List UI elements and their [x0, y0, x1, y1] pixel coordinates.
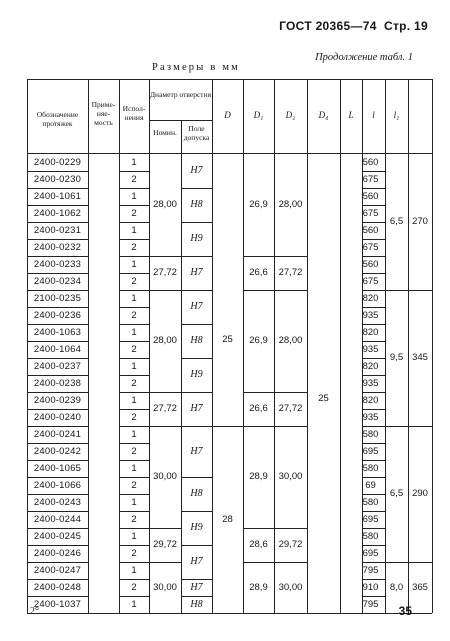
D1-value: 28,6 [249, 539, 268, 550]
nominal-diameter: 28,00 [153, 199, 177, 210]
row-rule [362, 358, 385, 359]
header-tolerance: Поле допуска [183, 124, 210, 142]
row-execution: 1 [131, 258, 137, 270]
row-rule [27, 273, 88, 274]
column-divider [307, 79, 308, 613]
l-value: 8,0 [389, 581, 404, 593]
D2-value: 30,00 [278, 471, 303, 482]
page-label: Стр. 19 [384, 19, 428, 33]
row-length-L: 675 [362, 207, 379, 219]
header-nominal: Номин. [153, 128, 177, 137]
row-rule [27, 511, 88, 512]
column-divider [88, 79, 89, 613]
row-length-L: 695 [362, 547, 379, 559]
row-length-L: 580 [362, 462, 379, 474]
header-designation: Обозначение протяжек [36, 110, 79, 128]
row-length-L: 675 [362, 275, 379, 287]
row-rule [362, 460, 385, 461]
row-execution: 2 [131, 173, 137, 185]
row-rule [27, 596, 88, 597]
row-rule [362, 511, 385, 512]
row-execution: 2 [131, 479, 137, 491]
row-designation: 2400-0244 [33, 513, 82, 525]
tolerance-field: H8 [190, 598, 203, 610]
column-divider [340, 79, 341, 613]
tolerance-field: H7 [190, 165, 203, 176]
row-length-L: 675 [362, 241, 379, 253]
row-execution: 1 [131, 292, 137, 304]
tolerance-rule [181, 222, 212, 223]
row-rule [119, 341, 149, 342]
l-rule [385, 290, 432, 291]
tolerance-rule [181, 545, 212, 546]
row-length-L: 695 [362, 445, 379, 457]
row-rule [119, 307, 149, 308]
row-length-L: 69 [365, 479, 376, 491]
D1-value: 28,9 [249, 471, 268, 482]
tolerance-rule [181, 426, 212, 427]
row-execution: 1 [131, 190, 137, 202]
D1-value: 26,9 [249, 199, 268, 210]
row-designation: 2400-0239 [33, 394, 82, 406]
header-D4: D₄ [318, 110, 329, 120]
row-rule [362, 477, 385, 478]
l-value: 9,5 [389, 352, 404, 363]
l-value: 6,5 [389, 488, 404, 499]
l1-value: 345 [412, 352, 428, 363]
tolerance-field: H8 [190, 335, 203, 346]
tolerance-rule [181, 324, 212, 325]
tolerance-field: H7 [190, 267, 203, 278]
column-divider [181, 120, 182, 613]
tolerance-field: H9 [190, 369, 203, 380]
tolerance-rule [181, 579, 212, 580]
group-rule [243, 392, 307, 393]
header-D2: D₂ [285, 110, 296, 120]
row-rule [362, 205, 385, 206]
row-rule [27, 409, 88, 410]
row-designation: 2400-1061 [33, 190, 82, 202]
row-rule [27, 171, 88, 172]
row-rule [119, 205, 149, 206]
row-rule [27, 307, 88, 308]
row-execution: 1 [131, 564, 137, 576]
row-rule [362, 307, 385, 308]
row-rule [362, 273, 385, 274]
row-rule [119, 239, 149, 240]
group-rule [243, 290, 307, 291]
row-rule [119, 596, 149, 597]
row-designation: 2400-1066 [33, 479, 82, 491]
header-D1: D₁ [253, 110, 264, 120]
row-rule [362, 171, 385, 172]
header-L: L [348, 110, 354, 120]
column-divider [212, 79, 213, 613]
row-rule [27, 239, 88, 240]
group-rule [149, 562, 181, 563]
row-rule [27, 562, 88, 563]
row-execution: 1 [131, 156, 137, 168]
D2-value: 28,00 [278, 335, 303, 346]
D1-value: 26,9 [249, 335, 268, 346]
row-designation: 2400-0241 [33, 428, 82, 440]
page-number: 35 [398, 604, 412, 618]
row-rule [362, 290, 385, 291]
row-designation: 2400-0242 [33, 445, 82, 457]
tolerance-field: H7 [190, 581, 203, 593]
row-rule [119, 324, 149, 325]
row-rule [362, 426, 385, 427]
row-designation: 2400-0245 [33, 530, 82, 542]
row-rule [362, 443, 385, 444]
header-hole-diameter: Диаметр отверстия [149, 90, 212, 99]
tolerance-rule [181, 477, 212, 478]
row-designation: 2400-1065 [33, 462, 82, 474]
row-rule [27, 392, 88, 393]
row-rule [119, 426, 149, 427]
row-length-L: 695 [362, 513, 379, 525]
row-designation: 2400-0232 [33, 241, 82, 253]
group-rule [243, 613, 307, 614]
row-rule [27, 205, 88, 206]
tolerance-field: H8 [190, 199, 203, 210]
row-rule [119, 579, 149, 580]
nominal-diameter: 30,00 [153, 471, 177, 482]
header-D: D [224, 110, 231, 120]
row-rule [119, 562, 149, 563]
row-designation: 2400-0229 [33, 156, 82, 168]
row-rule [119, 188, 149, 189]
group-rule [243, 528, 307, 529]
row-designation: 2400-0246 [33, 547, 82, 559]
row-execution: 2 [131, 309, 137, 321]
row-length-L: 820 [362, 292, 379, 304]
row-execution: 2 [131, 207, 137, 219]
tolerance-rule [181, 392, 212, 393]
row-designation: 2400-0248 [33, 581, 82, 593]
row-designation: 2400-1064 [33, 343, 82, 355]
row-designation: 2400-0240 [33, 411, 82, 423]
row-rule [27, 528, 88, 529]
row-execution: 2 [131, 343, 137, 355]
row-designation: 2400-0237 [33, 360, 82, 372]
row-rule [362, 392, 385, 393]
tolerance-field: H9 [190, 233, 203, 244]
row-rule [27, 324, 88, 325]
row-length-L: 560 [362, 156, 379, 168]
tolerance-rule [181, 613, 212, 614]
row-rule [362, 375, 385, 376]
tolerance-rule [181, 511, 212, 512]
row-execution: 1 [131, 598, 137, 610]
row-rule [27, 341, 88, 342]
row-rule [362, 613, 385, 614]
D2-value: 28,00 [278, 199, 303, 210]
column-divider [385, 79, 386, 613]
group-rule [149, 256, 181, 257]
row-rule [27, 256, 88, 257]
row-rule [27, 545, 88, 546]
row-rule [27, 358, 88, 359]
row-execution: 1 [131, 496, 137, 508]
row-length-L: 795 [362, 598, 379, 610]
tolerance-rule [181, 188, 212, 189]
row-designation: 2400-0230 [33, 173, 82, 185]
sizes-title: Размеры в мм [152, 62, 241, 73]
continuation-caption: Продолжение табл. 1 [315, 52, 413, 63]
row-designation: 2400-0234 [33, 275, 82, 287]
group-rule [149, 290, 181, 291]
row-rule [119, 528, 149, 529]
row-length-L: 820 [362, 394, 379, 406]
row-rule [27, 290, 88, 291]
l-rule [385, 562, 432, 563]
row-rule [27, 443, 88, 444]
row-rule [119, 256, 149, 257]
row-designation: 2400-0247 [33, 564, 82, 576]
header-applicability: Приме-няе-мость [91, 100, 116, 127]
row-rule [119, 460, 149, 461]
tolerance-rule [181, 256, 212, 257]
group-rule [243, 426, 307, 427]
row-rule [362, 528, 385, 529]
column-divider [432, 79, 433, 613]
row-length-L: 935 [362, 411, 379, 423]
l-value: 6,5 [389, 216, 404, 227]
footer-mark: 2° [30, 606, 39, 617]
row-rule [119, 273, 149, 274]
nominal-diameter: 30,00 [153, 581, 177, 593]
row-execution: 1 [131, 224, 137, 236]
row-length-L: 820 [362, 360, 379, 372]
row-rule [119, 443, 149, 444]
nominal-diameter: 27,72 [153, 403, 177, 414]
nominal-diameter: 27,72 [153, 267, 177, 278]
row-designation: 2400-0231 [33, 224, 82, 236]
row-rule [27, 222, 88, 223]
row-execution: 2 [131, 445, 137, 457]
row-rule [362, 256, 385, 257]
group-rule [149, 426, 181, 427]
l1-value: 270 [412, 216, 428, 227]
row-rule [362, 239, 385, 240]
tolerance-rule [181, 290, 212, 291]
D4-value: 25 [318, 392, 329, 404]
row-length-L: 935 [362, 309, 379, 321]
group-rule [149, 392, 181, 393]
column-divider [149, 79, 150, 613]
row-length-L: 580 [362, 428, 379, 440]
row-execution: 2 [131, 513, 137, 525]
row-rule [119, 494, 149, 495]
row-length-L: 675 [362, 173, 379, 185]
group-rule [149, 613, 181, 614]
tolerance-rule [181, 596, 212, 597]
row-rule [119, 409, 149, 410]
row-designation: 2400-0243 [33, 496, 82, 508]
row-designation: 2400-1037 [33, 598, 82, 610]
row-rule [119, 222, 149, 223]
D1-value: 26,6 [249, 403, 268, 414]
row-execution: 1 [131, 360, 137, 372]
row-rule [362, 222, 385, 223]
D-value: 25 [222, 334, 233, 345]
l1-value: 365 [412, 581, 428, 593]
group-rule [243, 562, 307, 563]
row-execution: 1 [131, 462, 137, 474]
tolerance-field: H7 [190, 556, 203, 567]
row-execution: 2 [131, 241, 137, 253]
row-designation: 2400-1062 [33, 207, 82, 219]
l1-value: 290 [412, 488, 428, 499]
row-rule [119, 358, 149, 359]
row-designation: 2100-0235 [33, 292, 82, 304]
row-rule [27, 426, 88, 427]
column-divider [408, 79, 409, 613]
row-length-L: 935 [362, 377, 379, 389]
row-length-L: 580 [362, 530, 379, 542]
page-header [279, 19, 428, 33]
row-rule [362, 324, 385, 325]
tolerance-field: H8 [190, 488, 203, 499]
tolerance-rule [181, 358, 212, 359]
D2-value: 30,00 [278, 581, 303, 593]
row-length-L: 910 [362, 581, 379, 593]
row-rule [119, 290, 149, 291]
row-designation: 2400-0238 [33, 377, 82, 389]
row-rule [119, 477, 149, 478]
row-length-L: 935 [362, 343, 379, 355]
D2-value: 27,72 [278, 267, 303, 278]
D2-value: 27,72 [278, 403, 303, 414]
row-length-L: 580 [362, 496, 379, 508]
column-divider [274, 79, 275, 613]
row-rule [119, 392, 149, 393]
row-designation: 2400-0236 [33, 309, 82, 321]
D1-value: 28,9 [249, 581, 268, 593]
row-rule [27, 494, 88, 495]
tolerance-field: H9 [190, 522, 203, 533]
row-rule [362, 188, 385, 189]
row-rule [119, 375, 149, 376]
row-rule [362, 545, 385, 546]
row-rule [27, 477, 88, 478]
row-rule [362, 494, 385, 495]
group-rule [243, 256, 307, 257]
row-rule [27, 188, 88, 189]
row-rule [119, 545, 149, 546]
row-length-L: 560 [362, 224, 379, 236]
D-value: 28 [222, 513, 233, 525]
standard-number: ГОСТ 20365—74 [279, 19, 377, 33]
row-rule [27, 579, 88, 580]
nominal-diameter: 29,72 [153, 539, 177, 550]
row-designation: 2400-0233 [33, 258, 82, 270]
D-rule [212, 426, 243, 427]
row-execution: 2 [131, 581, 137, 593]
row-execution: 2 [131, 377, 137, 389]
header-execution: Испол-нения [122, 104, 146, 122]
row-execution: 1 [131, 530, 137, 542]
header-l: l [372, 110, 375, 120]
D2-value: 29,72 [278, 539, 303, 550]
row-rule [27, 460, 88, 461]
row-execution: 2 [131, 411, 137, 423]
row-execution: 2 [131, 275, 137, 287]
row-execution: 2 [131, 547, 137, 559]
nominal-diameter: 28,00 [153, 335, 177, 346]
tolerance-field: H7 [190, 301, 203, 312]
row-length-L: 820 [362, 326, 379, 338]
row-rule [362, 409, 385, 410]
column-divider [243, 79, 244, 613]
row-length-L: 560 [362, 258, 379, 270]
row-rule [362, 596, 385, 597]
tolerance-field: H7 [190, 445, 203, 457]
row-execution: 1 [131, 428, 137, 440]
row-designation: 2400-1063 [33, 326, 82, 338]
row-rule [362, 579, 385, 580]
row-execution: 1 [131, 394, 137, 406]
header-l1: l₁ [393, 110, 400, 120]
group-rule [149, 528, 181, 529]
row-rule [362, 562, 385, 563]
row-rule [119, 171, 149, 172]
row-rule [119, 511, 149, 512]
l-rule [385, 426, 432, 427]
row-rule [27, 375, 88, 376]
row-length-L: 560 [362, 190, 379, 202]
row-rule [119, 613, 149, 614]
tolerance-field: H7 [190, 403, 203, 414]
row-execution: 1 [131, 326, 137, 338]
row-length-L: 795 [362, 564, 379, 576]
row-rule [362, 341, 385, 342]
D1-value: 26,6 [249, 267, 268, 278]
